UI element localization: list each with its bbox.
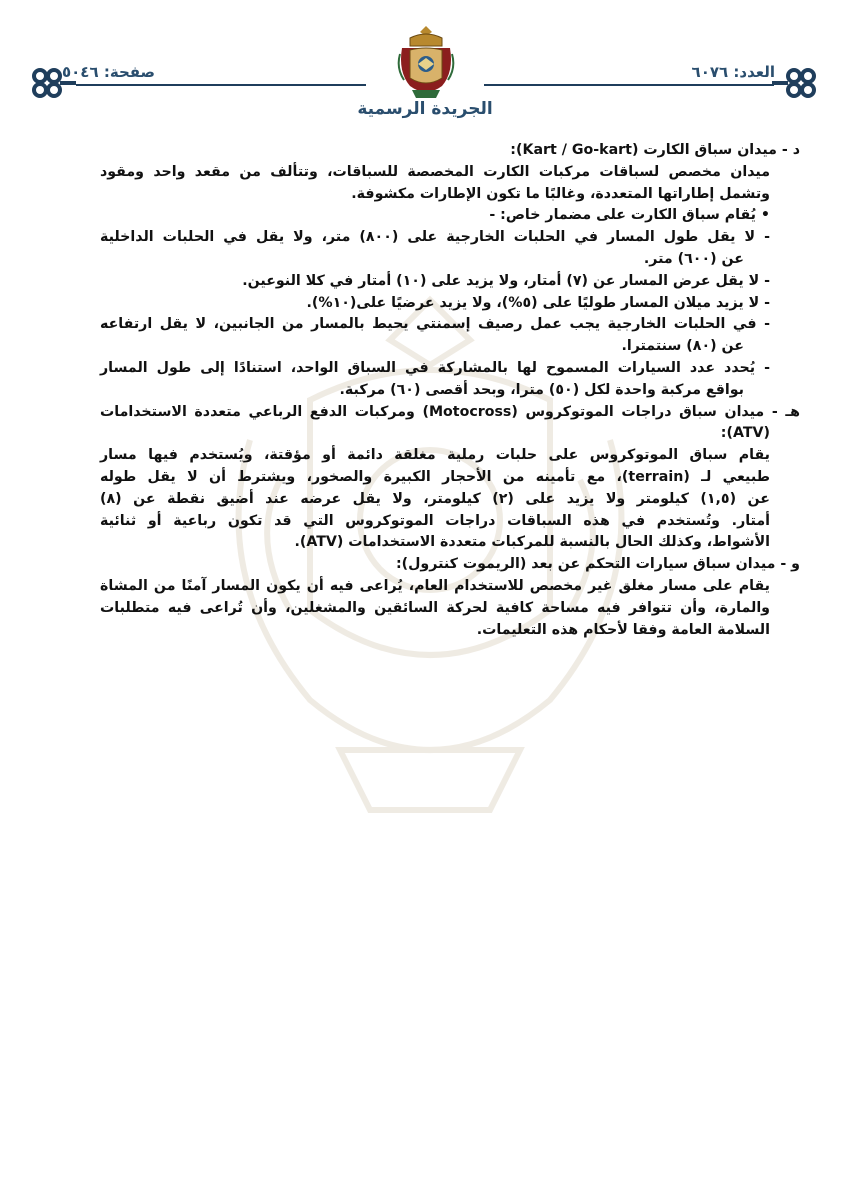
paragraph-line: والمارة، وأن تتوافر فيه مساحة كافية لحركة السائقين والمشغلين، وأن تُراعى فيه متطلبات [100, 599, 770, 616]
section-heading-continuation: (ATV): [720, 425, 770, 442]
paragraph-line: ميدان مخصص لسباقات مركبات الكارت المخصصة للسباقات، وتتألف من مقعد واحد ومقود [100, 163, 770, 180]
paragraph-line: طبيعي لـ (terrain)، مع تأمينه من الأحجار الكبيرة والصخور، ويشترط أن لا يقل طوله [100, 468, 770, 485]
paragraph-line: يقام سباق الموتوكروس على حلبات رملية مغلقة دائمة أو مؤقتة، ويُستخدم فيها مسار [100, 447, 770, 464]
knot-ornament-icon [772, 66, 818, 100]
page-header [0, 0, 850, 135]
header-rule [484, 84, 774, 86]
paragraph-line: يقام على مسار مغلق غير مخصص للاستخدام العام، يُراعى فيه أن يكون المسار آمنًا من المشاة [100, 577, 770, 594]
paragraph-line: الأشواط، وكذلك الحال بالنسبة للمركبات متعددة الاستخدامات (ATV). [294, 534, 770, 551]
issue-number: العدد: ٦٠٧٦ [691, 63, 775, 81]
list-item: - لا يقل طول المسار في الحلبات الخارجية على (٨٠٠) متر، ولا يقل في الحلبات الداخلية [100, 229, 771, 246]
page-number: صفحة: ٥٠٤٦ [62, 63, 156, 81]
list-item: - يُحدد عدد السيارات المسموح لها بالمشاركة في السباق الواحد، استنادًا إلى طول المسار [100, 359, 770, 376]
paragraph-line: أمتار. وتُستخدم في هذه السباقات دراجات الموتوكروس التي قد تكون رباعية أو ثنائية [100, 512, 770, 529]
list-item: - لا يزيد ميلان المسار طوليًا على (٥%)، ولا يزيد عرضيًا على(١٠%). [306, 294, 770, 311]
paragraph-line: عن (١,٥) كيلومتر ولا يزيد على (٢) كيلومتر، ولا يقل عرضه عند أضيق نقطة عن (٨) [100, 490, 770, 507]
section-heading-d: د - ميدان سباق الكارت (Kart / Go-kart): [510, 142, 800, 158]
document-body [100, 140, 800, 641]
section-heading-h: هـ - ميدان سباق دراجات الموتوكروس (Motocross) ومركبات الدفع الرباعي متعددة الاستخدامات [100, 403, 801, 420]
gazette-title: الجريدة الرسمية [357, 99, 493, 119]
coat-of-arms-emblem [396, 24, 456, 102]
knot-ornament-icon [30, 66, 76, 100]
list-item-continuation: بواقع مركبة واحدة لكل (٥٠) مترا، وبحد أقصى (٦٠) مركبة. [339, 381, 744, 398]
list-item: - في الحلبات الخارجية يجب عمل رصيف إسمنتي يحيط بالمسار من الجانبين، لا يقل ارتفاعه [100, 316, 770, 333]
list-item-continuation: عن (٦٠٠) متر. [643, 250, 744, 267]
list-item: - لا يقل عرض المسار عن (٧) أمتار، ولا يزيد على (١٠) أمتار في كلا النوعين. [242, 272, 770, 289]
bullet-item: • يُقام سباق الكارت على مضمار خاص: - [489, 207, 770, 224]
list-item-continuation: عن (٨٠) سنتمترا. [621, 338, 744, 355]
header-rule [76, 84, 366, 86]
paragraph-line: وتشمل إطاراتها المتعددة، وغالبًا ما تكون الإطارات مكشوفة. [351, 185, 770, 202]
paragraph-line: السلامة العامة وفقا لأحكام هذه التعليمات. [476, 621, 770, 638]
section-heading-w: و - ميدان سباق سيارات التحكم عن بعد (الريموت كنترول): [395, 556, 800, 573]
